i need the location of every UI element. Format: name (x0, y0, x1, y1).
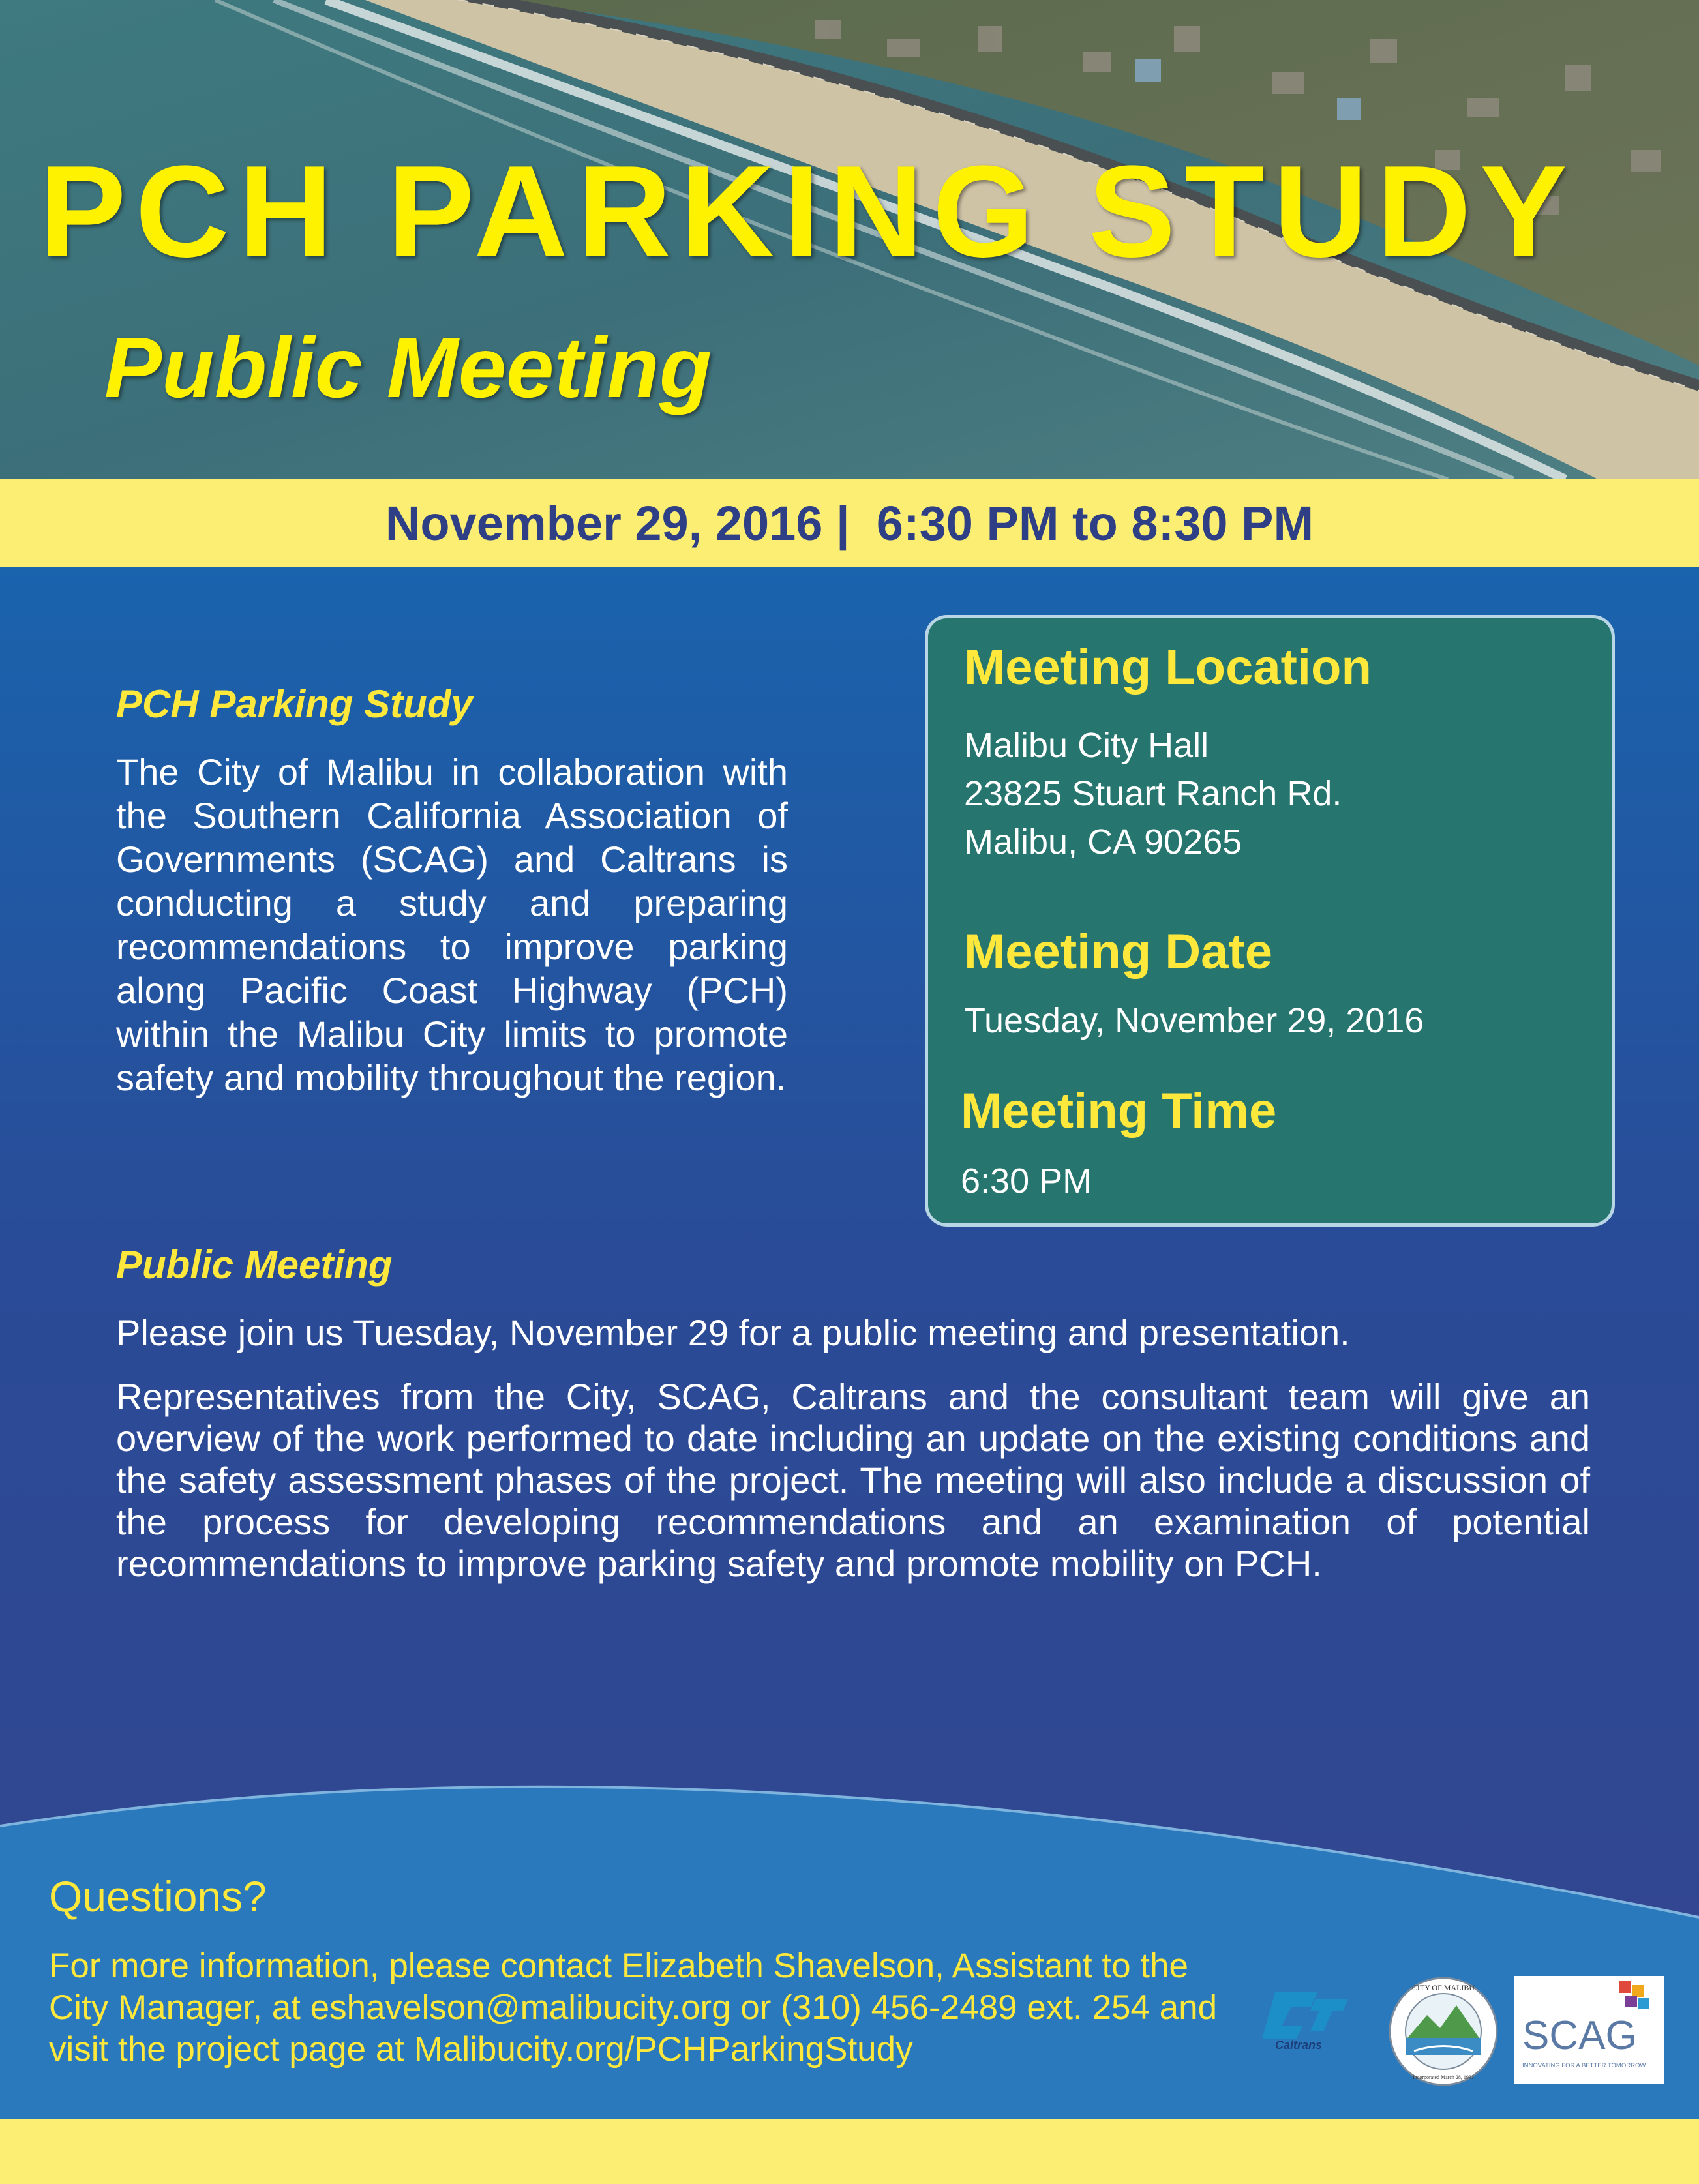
city-of-malibu-seal (1388, 1976, 1499, 2087)
public-meeting-body: Representatives from the City, SCAG, Caltrans and the consultant team will give an overview of the work performed to date including an update on the existing conditions and the safety assessment phases of the project. The meeting will also include a discussion of the process for developing recommendations and an examination of potential recommendations to improve parking safety and promote mobility on PCH. (116, 1376, 1590, 1584)
location-line-3: Malibu, CA 90265 (964, 822, 1242, 861)
page-title: PCH PARKING STUDY (39, 139, 1576, 284)
questions-contact-text: For more information, please contact Elizabeth Shavelson, Assistant to the City Manager, at eshavelson@malibucity.org or (310) 456-2489 ext. 254 and visit the project page at Malibucity.org/PCHParkingStudy (49, 1947, 1218, 2069)
date-banner-text: November 29, 2016 | 6:30 PM to 8:30 PM (385, 496, 1314, 550)
public-meeting-heading: Public Meeting (116, 1243, 393, 1287)
malibu-seal-incorporated: Incorporated March 28, 1991 (1413, 2074, 1474, 2080)
scag-tagline: INNOVATING FOR A BETTER TOMORROW (1522, 2062, 1646, 2069)
study-heading: PCH Parking Study (116, 682, 473, 726)
scag-logo (1514, 1976, 1664, 2084)
study-description: The City of Malibu in collaboration with the Southern California Association of Governments (SCAG) and Caltrans is conducting a study and preparing recommendations to improve parking along Pacific Coast Highway (PCH) within the Malibu City limits to promote safety and mobility throughout the region. (116, 751, 788, 1098)
questions-heading: Questions? (49, 1872, 267, 1921)
date-banner (0, 479, 1699, 567)
scag-logo-text: SCAG (1522, 2013, 1637, 2058)
location-heading: Meeting Location (964, 640, 1372, 695)
location-line-2: 23825 Stuart Ranch Rd. (964, 774, 1342, 813)
caltrans-logo (1255, 1986, 1353, 2051)
meeting-info-box (925, 615, 1615, 1227)
date-heading: Meeting Date (964, 924, 1272, 980)
time-heading: Meeting Time (961, 1083, 1277, 1139)
location-line-1: Malibu City Hall (964, 726, 1209, 765)
time-value: 6:30 PM (961, 1161, 1092, 1201)
page-subtitle: Public Meeting (104, 320, 712, 415)
hero-aerial-image (0, 0, 1699, 479)
public-meeting-intro: Please join us Tuesday, November 29 for a public meeting and presentation. (116, 1312, 1350, 1353)
malibu-seal-text: CITY OF MALIBU (1411, 1983, 1475, 1992)
footer-bar (0, 2119, 1699, 2184)
date-value: Tuesday, November 29, 2016 (964, 1001, 1424, 1040)
caltrans-logo-text: Caltrans (1275, 2039, 1323, 2051)
